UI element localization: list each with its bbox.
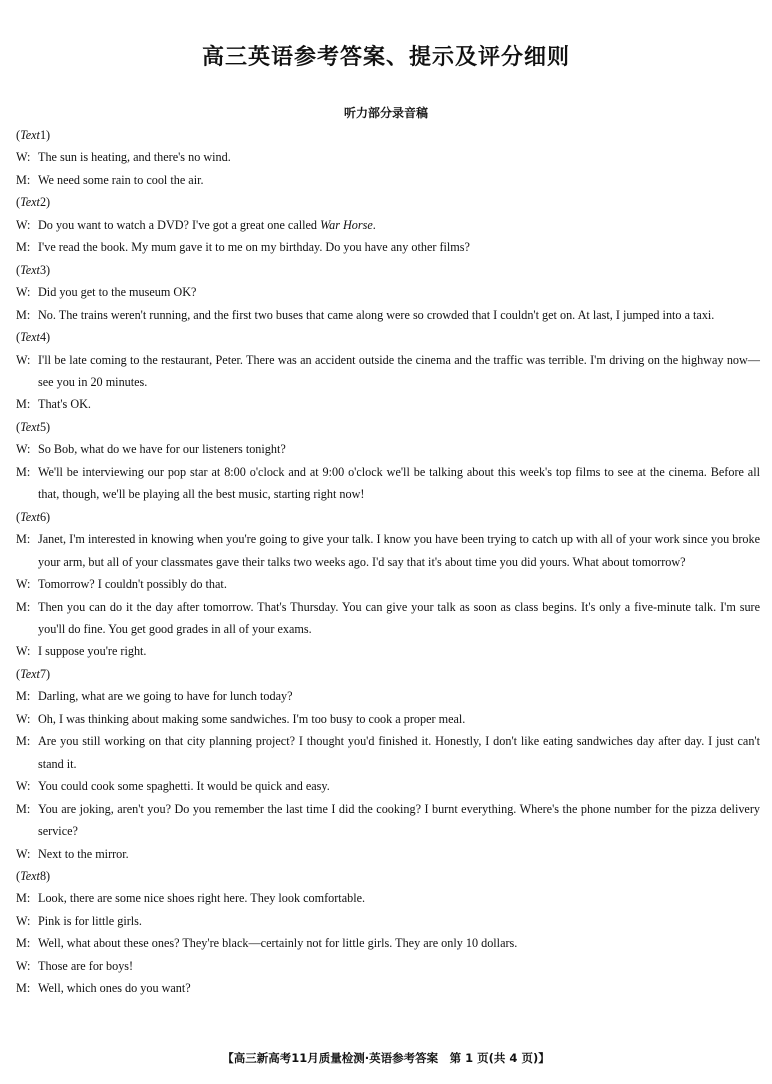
speaker-label: W: xyxy=(16,352,31,367)
speaker-label: W: xyxy=(16,577,31,592)
dialogue-line xyxy=(16,528,760,573)
dialogue-line xyxy=(16,910,760,932)
dialogue-line xyxy=(16,438,760,460)
speech-text: Oh, I was thinking about making some sandwiches. I'm too busy to cook a proper meal. xyxy=(38,711,466,726)
text-label: ( Text 3) xyxy=(16,262,51,277)
speech-text: Pink is for little girls. xyxy=(38,913,142,928)
dialogue-line xyxy=(16,393,760,415)
text-label: ( Text 4) xyxy=(16,330,51,345)
dialogue-line xyxy=(16,236,760,258)
text-label: ( Text 6) xyxy=(16,509,51,524)
dialogue-line xyxy=(16,573,760,595)
speaker-label: M: xyxy=(16,464,31,479)
dialogue-line xyxy=(16,798,760,843)
speaker-label: W: xyxy=(16,846,31,861)
speaker-label: M: xyxy=(16,891,31,906)
dialogue-line xyxy=(16,730,760,775)
dialogue-line xyxy=(16,932,760,954)
speech-text: Darling, what are we going to have for lunch today? xyxy=(38,689,293,704)
text-label: ( Text 7) xyxy=(16,666,51,681)
speaker-label: M: xyxy=(16,240,31,255)
speech-text: Look, there are some nice shoes right here. They look comfortable. xyxy=(38,891,366,906)
text-label: ( Text 2) xyxy=(16,195,51,210)
speech-text: No. The trains weren't running, and the first two buses that came along were so crowded that I couldn't get on. At last, I jumped into a taxi. xyxy=(38,307,715,322)
dialogue-line xyxy=(16,640,760,662)
speaker-label: M: xyxy=(16,734,31,749)
speaker-label: M: xyxy=(16,532,31,547)
speech-text: Those are for boys! xyxy=(38,958,134,973)
dialogue-line xyxy=(16,685,760,707)
section-title: 听力部分录音稿 xyxy=(343,106,428,120)
speaker-label: W: xyxy=(16,913,31,928)
speaker-label: M: xyxy=(16,981,31,996)
speaker-label: M: xyxy=(16,307,31,322)
speech-text: Then you can do it the day after tomorrow. That's Thursday. You can give your talk as soon as class begins. It's only a five-minute talk. I'm sure you'll do fine. You get good grades in all of your exams. xyxy=(38,599,760,636)
text-label: ( Text 8) xyxy=(16,868,51,883)
speech-text: Well, what about these ones? They're black—certainly not for little girls. They are only 10 dollars. xyxy=(38,936,518,951)
speaker-label: M: xyxy=(16,689,31,704)
speaker-label: M: xyxy=(16,172,31,187)
speech-text: Janet, I'm interested in knowing when you're going to give your talk. I know you have been trying to catch up with all of your work since you broke your arm, but all of your classmates gave their talks two weeks ago. I'd say that it's about time you did yours. What about tomorrow? xyxy=(38,532,760,569)
dialogue-line xyxy=(16,146,760,168)
speech-text: Did you get to the museum OK? xyxy=(38,285,197,300)
text-label: ( Text 1) xyxy=(16,128,51,142)
speaker-label: M: xyxy=(16,397,31,412)
speech-text: Do you want to watch a DVD? I've got a great one called War Horse. xyxy=(38,217,376,232)
speech-text: You are joking, aren't you? Do you remember the last time I did the cooking? I burnt everything. Where's the phone number for the pizza delivery service? xyxy=(38,801,760,839)
speech-text: Tomorrow? I couldn't possibly do that. xyxy=(38,577,227,592)
dialogue-line xyxy=(16,775,760,797)
speech-text: That's OK. xyxy=(38,397,91,412)
speaker-label: W: xyxy=(16,711,31,726)
speech-text: I've read the book. My mum gave it to me on my birthday. Do you have any other films? xyxy=(38,240,470,255)
film-title: War Horse xyxy=(320,217,373,232)
speaker-label: W: xyxy=(16,285,31,300)
listening-transcript xyxy=(16,124,760,1000)
dialogue-line xyxy=(16,461,760,506)
speaker-label: M: xyxy=(16,936,31,951)
speech-text: Are you still working on that city planning project? I thought you'd finished it. Honestly, I don't like eating sandwiches day after day. I just can't stand it. xyxy=(38,734,760,771)
speaker-label: W: xyxy=(16,217,31,232)
speaker-label: W: xyxy=(16,442,31,457)
speech-text: I suppose you're right. xyxy=(38,644,147,659)
dialogue-line xyxy=(16,281,760,303)
dialogue-line xyxy=(16,349,760,394)
dialogue-line xyxy=(16,596,760,641)
speaker-label: W: xyxy=(16,644,31,659)
speech-text: The sun is heating, and there's no wind. xyxy=(38,150,231,165)
dialogue-line xyxy=(16,843,760,865)
speech-text: Next to the mirror. xyxy=(38,846,129,861)
speech-text: You could cook some spaghetti. It would be quick and easy. xyxy=(38,779,330,794)
dialogue-line xyxy=(16,887,760,909)
speaker-label: W: xyxy=(16,958,31,973)
dialogue-line xyxy=(16,955,760,977)
speech-text: Well, which ones do you want? xyxy=(38,981,191,996)
dialogue-line xyxy=(16,977,760,999)
text-label: ( Text 5) xyxy=(16,419,51,434)
speaker-label: W: xyxy=(16,779,31,794)
dialogue-line xyxy=(16,214,760,236)
speaker-label: M: xyxy=(16,801,31,816)
dialogue-line xyxy=(16,304,760,326)
speech-text: So Bob, what do we have for our listeners tonight? xyxy=(38,442,286,457)
dialogue-line xyxy=(16,708,760,730)
dialogue-line xyxy=(16,169,760,191)
page-footer: 【高三新高考11月质量检测·英语参考答案 第 1 页(共 4 页)】 xyxy=(222,1051,550,1065)
speaker-label: M: xyxy=(16,599,31,614)
speaker-label: W: xyxy=(16,150,31,165)
page-title: 高三英语参考答案、提示及评分细则 xyxy=(201,45,570,70)
speech-text: I'll be late coming to the restaurant, Peter. There was an accident outside the cinema and the traffic was terrible. I'm driving on the highway now—see you in 20 minutes. xyxy=(38,352,760,389)
speech-text: We need some rain to cool the air. xyxy=(38,172,204,187)
speech-text: We'll be interviewing our pop star at 8:00 o'clock and at 9:00 o'clock we'll be talking about this week's top films to see at the cinema. Before all that, though, we'll be playing all the best music, starting right now! xyxy=(38,464,760,502)
